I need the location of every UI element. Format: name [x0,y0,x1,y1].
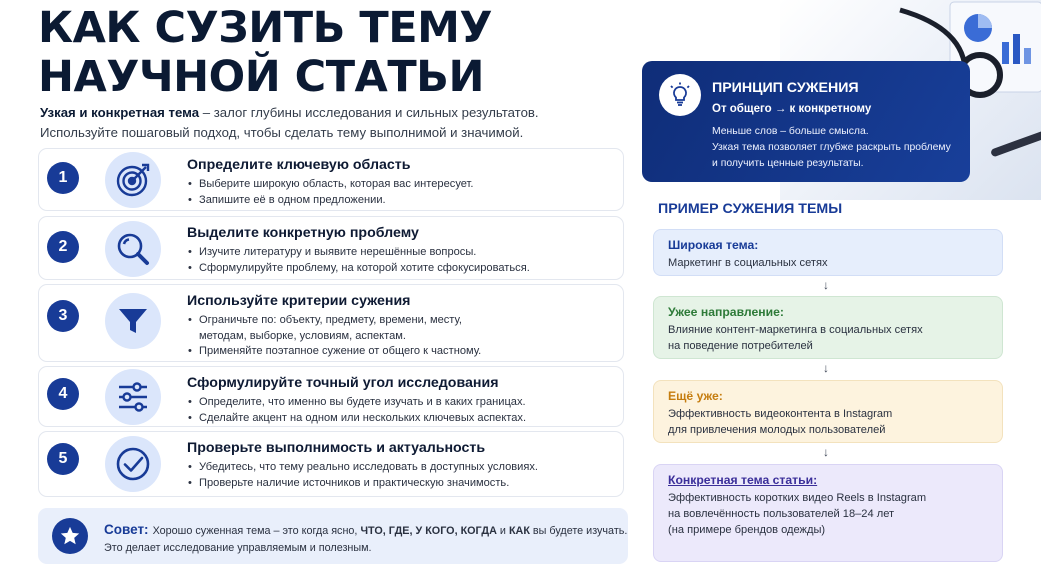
step-number-4: 4 [47,378,79,410]
example-text-broad-1: Маркетинг в социальных сетях [668,257,828,269]
step-3-bullet-2: • Применяйте поэтапное сужение от общего к частному. [187,344,613,360]
step-number-1: 1 [47,162,79,194]
example-text-specific-1: Эффективность коротких видео Reels в Instagram [668,492,927,504]
example-label-specific: Конкретная тема статьи: [668,473,818,487]
sliders-icon [105,369,161,425]
magnifier-icon [105,221,161,277]
intro-text [40,103,539,143]
arrow-down-icon: ↓ [823,361,829,375]
tip-line-1-post: вы будете изучать. [529,525,628,537]
tip-line-1-and: и [496,525,509,537]
example-text-even-narrower-1: Эффективность видеоконтента в Instagram [668,408,893,420]
step-card-3 [38,284,624,362]
intro-bold: Узкая и конкретная тема [40,105,200,120]
step-3-bullet-1 [187,313,613,344]
step-2-bullet-1: • Изучите литературу и выявите нерешённые вопросы. [187,245,613,261]
step-card-2 [38,216,624,280]
lightbulb-icon [659,74,701,116]
step-title-5: Проверьте выполнимость и актуальность [187,440,486,456]
arrow-down-icon: ↓ [823,445,829,459]
step-number-5: 5 [47,443,79,475]
example-text-specific-2: на вовлечённость пользователей 18–24 лет [668,508,895,520]
arrow-down-icon: ↓ [823,278,829,292]
title-line-2: НАУЧНОЙ СТАТЬИ [38,52,484,102]
principle-line-2: Узкая тема позволяет глубже раскрыть проблему [712,142,951,153]
step-card-5 [38,431,624,497]
tip-line-2: Это делает исследование управляемым и полезным. [104,542,372,554]
example-text-even-narrower-2: для привлечения молодых пользователей [668,424,886,436]
principle-subtitle: От общего → к конкретному [712,103,872,115]
step-title-2: Выделите конкретную проблему [187,225,419,241]
star-icon [52,518,88,554]
step-title-3: Используйте критерии сужения [187,293,411,309]
example-title: ПРИМЕР СУЖЕНИЯ ТЕМЫ [658,201,843,217]
step-5-bullet-1: • Убедитесь, что тему реально исследовать в доступных условиях. [187,460,613,476]
step-number-3: 3 [47,300,79,332]
step-1-bullet-1: • Выберите широкую область, которая вас интересует. [187,177,613,193]
step-5-bullet-2: • Проверьте наличие источников и практическую значимость. [187,476,613,492]
step-card-1 [38,148,624,211]
principle-text [712,124,951,172]
intro-line-2: Используйте пошаговый подход, чтобы сделать тему выполнимой и значимой. [40,125,524,140]
target-icon [105,152,161,208]
example-label-broad: Широкая тема: [668,238,759,252]
check-circle-icon [105,436,161,492]
step-1-bullet-2: • Запишите её в одном предложении. [187,193,613,209]
step-title-1: Определите ключевую область [187,157,411,173]
principle-line-1: Меньше слов – больше смысла. [712,126,869,137]
page-title [38,4,492,102]
title-line-1: КАК СУЗИТЬ ТЕМУ [38,3,493,53]
step-3-bullet-1-text: Ограничьте по: объекту, предмету, времени, месту, [199,314,463,326]
step-title-4: Сформулируйте точный угол исследования [187,375,499,391]
step-4-bullet-1: • Определите, что именно вы будете изучать и в каких границах. [187,395,613,411]
principle-title: ПРИНЦИП СУЖЕНИЯ [712,80,859,96]
example-box-narrower [653,296,1003,359]
principle-line-3: и получить ценные результаты. [712,158,864,169]
funnel-icon [105,293,161,349]
step-3-bullet-1-cont: методам, выборке, условиям, аспектам. [199,329,406,342]
tip-box [38,508,628,564]
example-box-specific [653,464,1003,562]
step-4-bullet-2: • Сделайте акцент на одном или нескольких ключевых аспектах. [187,411,613,427]
principle-card [642,61,970,182]
example-text-narrower-2: на поведение потребителей [668,340,813,352]
example-box-broad [653,229,1003,276]
step-2-bullet-2: • Сформулируйте проблему, на которой хотите сфокусироваться. [187,261,613,277]
example-label-narrower: Ужее направление: [668,305,784,319]
tip-line-1-bold: ЧТО, ГДЕ, У КОГО, КОГДА [360,525,497,537]
tip-label: Совет: [104,522,149,537]
tip-line-1-pre: Хорошо суженная тема – это когда ясно, [152,525,361,537]
step-card-4 [38,366,624,427]
example-text-specific-3: (на примере брендов одежды) [668,524,826,536]
example-label-even-narrower: Ещё уже: [668,389,723,403]
step-number-2: 2 [47,231,79,263]
tip-line-1-bold-2: КАК [508,525,530,537]
example-text-narrower-1: Влияние контент-маркетинга в социальных сетях [668,324,923,336]
intro-rest: – залог глубины исследования и сильных результатов. [199,105,539,120]
example-box-even-narrower [653,380,1003,443]
